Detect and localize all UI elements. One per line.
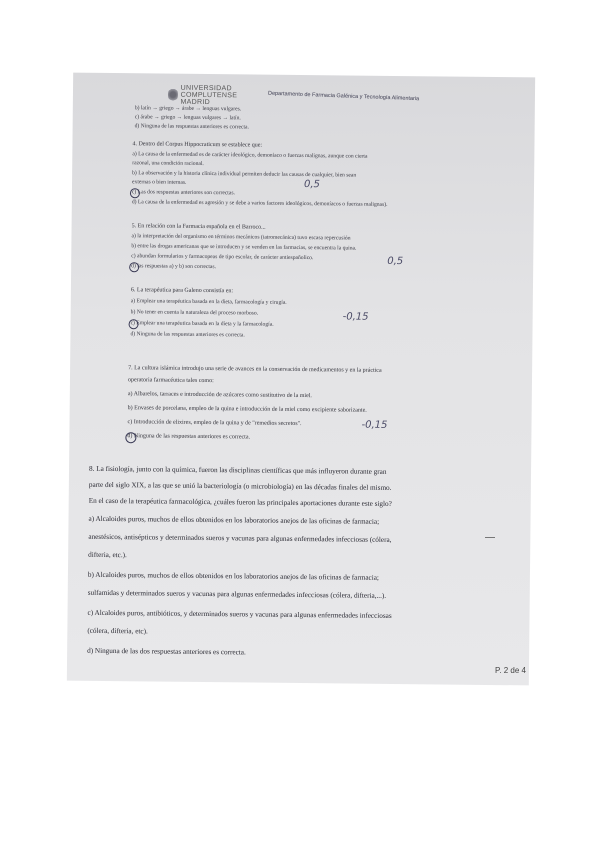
- q7-option-a: a) Albarelos, tarraces e introducción de azúcares como sustitutivo de la miel.: [127, 391, 312, 400]
- q7-option-b: b) Envases de porcelana, empleo de la quina e introducción de la miel como excipiente saborizante.: [127, 405, 367, 414]
- q8-option-b-cont: sulfamidas y determinados sueros y vacunas para algunas enfermedades infecciosas (cólera, difteria,...).: [87, 588, 387, 600]
- q8-option-d: d) Ninguna de las dos respuestas anteriores es correcta.: [87, 646, 246, 657]
- q6-option-b: b) No tener en cuenta la naturaleza del proceso morboso.: [130, 309, 259, 317]
- department-title: Departamento de Farmacia Galénica y Tecnología Alimentaria: [267, 90, 420, 103]
- q7-option-c: c) Introducción de elixires, empleo de la quina y de "remedios secretos".: [127, 419, 302, 428]
- q4-option-a-cont: razonal, una condición racional.: [132, 160, 204, 167]
- university-logo: [168, 84, 266, 107]
- q4-option-a: a) La causa de la enfermedad es de carácter ideológico, demoníaco o fuerzas malignas, aunque con cierta: [132, 151, 368, 160]
- margin-dash: [485, 537, 495, 538]
- answer-circle-q6: [129, 319, 139, 329]
- mark-q7: -0,15: [361, 419, 388, 431]
- answer-circle-q7: [125, 432, 136, 443]
- q8-option-c-cont: (cólera, difteria, etc).: [87, 626, 148, 636]
- q6-option-a: a) Emplear una terapéutica basada en la dieta, farmacología y cirugía.: [130, 298, 287, 306]
- q4-option-d: d) La causa de la enfermedad es agresión y se debe a varios factores ideológicos, demoníacos o fuerzas malignas).: [131, 199, 388, 208]
- q3-option-d: d) Ninguna de las respuestas anteriores es correcta.: [134, 123, 249, 131]
- mark-q5: 0,5: [387, 255, 404, 268]
- q8-option-a: a) Alcaloides puros, muchos de ellos obtenidos en los laboratorios anejos de las oficinas de farmacia;: [88, 514, 380, 526]
- q6-option-c: c) Emplear una terapéutica basada en la dieta y la farmacología.: [130, 320, 274, 328]
- q8-option-a-cont1: anestésicos, antisépticos y determinados sueros y vacunas para algunas enfermedades infecciosas (cólera,: [88, 532, 392, 544]
- crest-icon: [168, 87, 178, 103]
- mark-q6: -0,15: [342, 311, 369, 323]
- q7-option-d: d) Ninguna de las respuestas anteriores es correcta.: [127, 433, 251, 441]
- q4-option-b: b) La observación y la historia clínica individual permiten deducir las causas de cualquier, bien sean: [132, 170, 357, 179]
- q5-option-b: b) entre las drogas americanas que se introducen y se venden en las farmacias, se encuentra la quina.: [131, 243, 357, 252]
- q5-option-a: a) la interpretación del organismo en términos mecánicos (iatromecánica) tuvo escasa repercusión: [131, 233, 351, 242]
- q6-option-d: d) Ninguna de las respuestas anteriores es correcta.: [130, 331, 245, 339]
- q8-question-cont1: parte del siglo XIX, a las que se unió la bacteriología (o microbiología) en las décadas finales del mismo.: [88, 480, 392, 492]
- q4-option-c: c) Las dos respuestas anteriores son correctas.: [131, 189, 235, 197]
- q4-question: 4. Dentro del Corpus Hippocraticum se establece que:: [132, 141, 263, 149]
- answer-circle-q4: [130, 188, 140, 198]
- q5-question: 5. En relación con la Farmacia española en el Barroco...: [131, 223, 266, 231]
- q3-option-c: c) árabe → griego → lenguas vulgares → latín.: [134, 114, 241, 122]
- logo-text: UNIVERSIDAD COMPLUTENSE MADRID: [180, 84, 238, 106]
- q8-option-a-cont2: difteria, etc.).: [88, 550, 127, 560]
- q5-option-c: c) abundan formularios y farmacopeas de tipo escolar, de carácter antiespañolico.: [131, 253, 314, 262]
- exam-sheet: [67, 73, 535, 686]
- q8-question-cont2: En el caso de la terapéutica farmacológica, ¿cuáles fueron las principales aportaciones durante este siglo?: [88, 496, 392, 508]
- q7-question-cont: operatoria farmacéutica tales como:: [127, 377, 214, 385]
- q8-option-c: c) Alcaloides puros, antibióticos, y determinados sueros y vacunas para algunas enfermedades infecciosas: [87, 608, 392, 620]
- q8-question: 8. La fisiología, junto con la química, fueron las disciplinas científicas que más influyeron durante gran: [89, 464, 387, 476]
- q6-question: 6. La terapéutica para Galeno consistía en:: [130, 287, 234, 295]
- q5-option-d: d) las respuestas a) y b) son correctas.: [131, 263, 217, 271]
- page-number: P. 2 de 4: [495, 666, 526, 675]
- q3-option-b: b) latín → griego → árabe → lenguas vulgares.: [134, 105, 242, 113]
- q7-question: 7. La cultura islámica introdujo una serie de avances en la conservación de medicamentos y en la práctica: [128, 365, 382, 374]
- q8-option-b: b) Alcaloides puros, muchos de ellos obtenidos en los laboratorios anejos de las oficinas de farmacia;: [87, 570, 379, 582]
- mark-q4: 0,5: [303, 179, 320, 191]
- q4-option-b-cont: externas o bien internas.: [132, 179, 187, 186]
- answer-circle-q5: [129, 262, 139, 272]
